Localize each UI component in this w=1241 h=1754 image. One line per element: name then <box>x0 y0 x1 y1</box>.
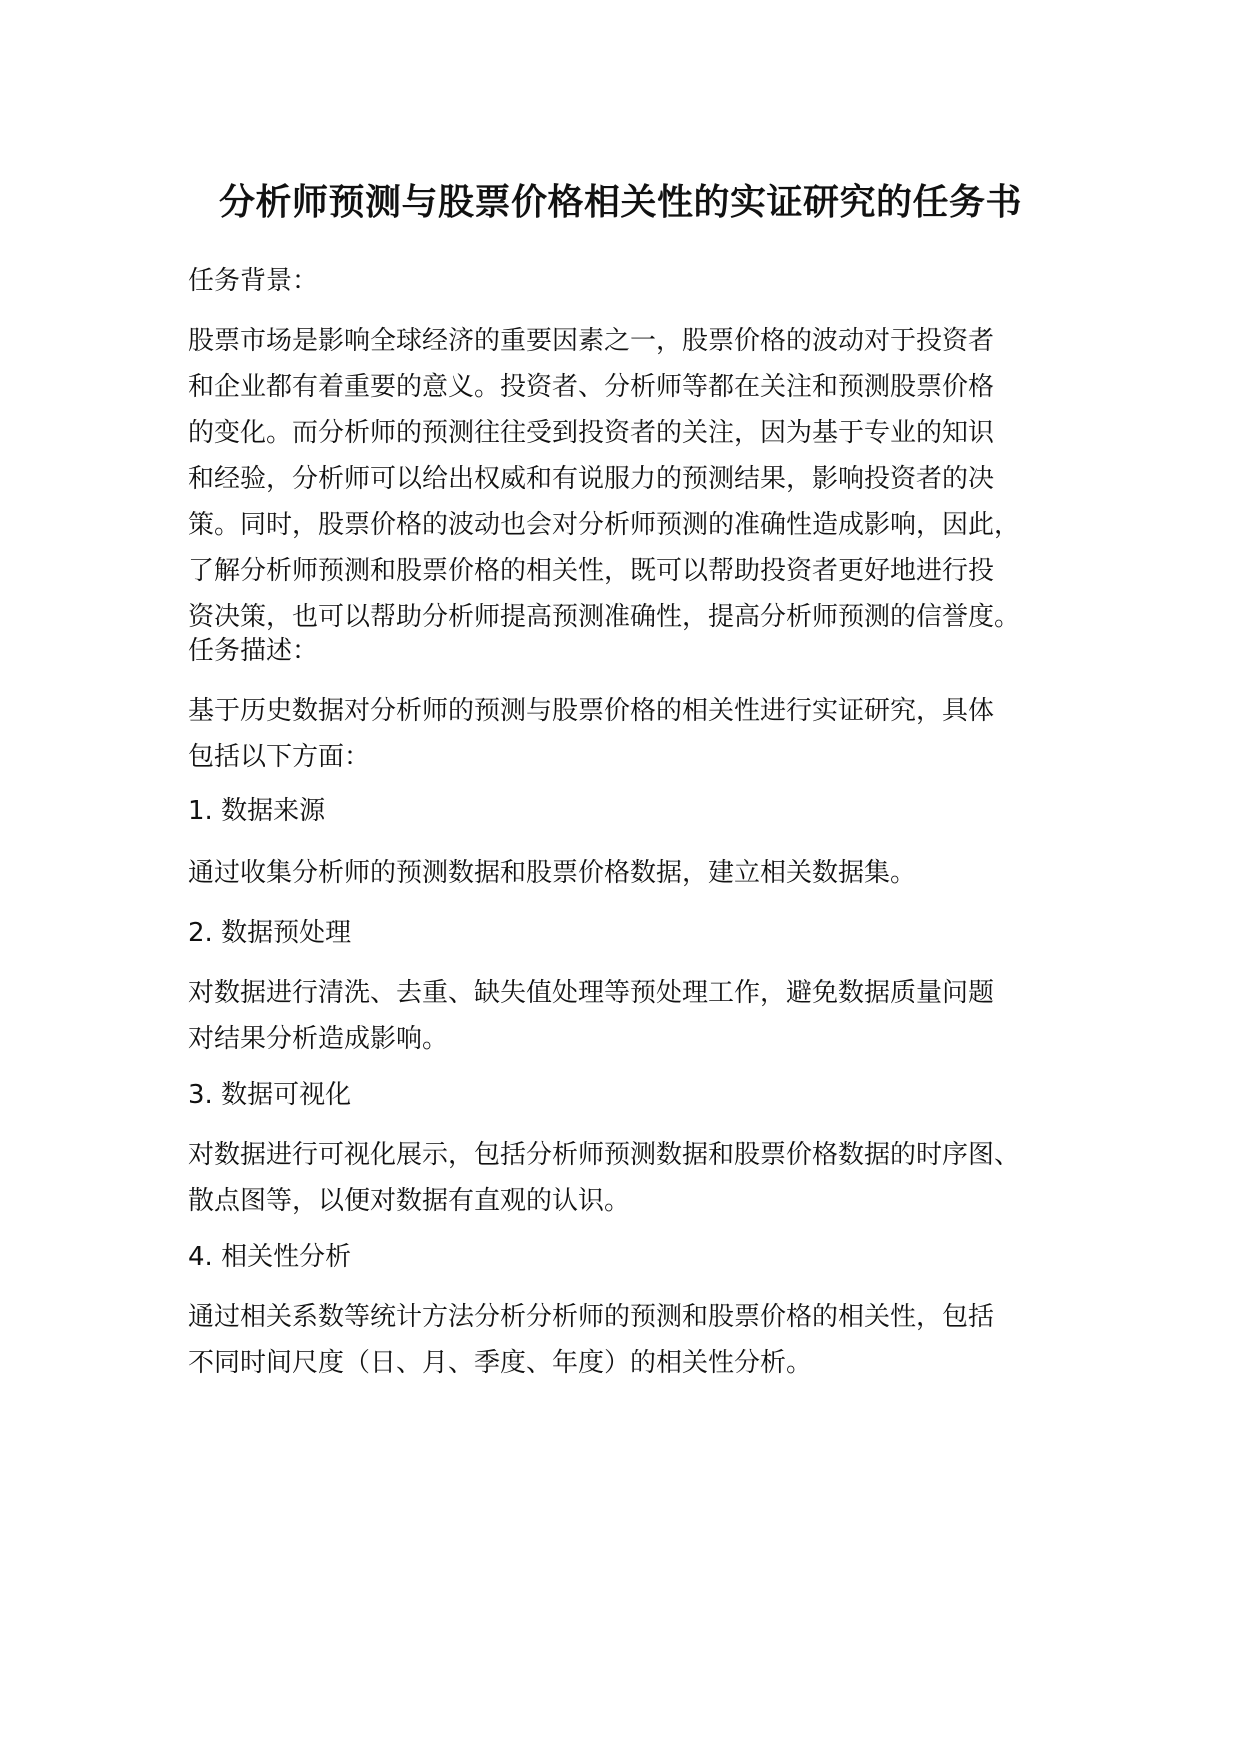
item-heading-correlation: 4. 相关性分析 <box>188 1242 352 1272</box>
item-body-correlation <box>188 1294 1088 1386</box>
item-heading-preprocessing: 2. 数据预处理 <box>188 918 352 948</box>
item-body-preprocessing <box>188 970 1088 1062</box>
paragraph-line: 了解分析师预测和股票价格的相关性，既可以帮助投资者更好地进行投 <box>188 556 995 586</box>
paragraph-line: 和企业都有着重要的意义。投资者、分析师等都在关注和预测股票价格 <box>188 372 995 402</box>
paragraph-line: 不同时间尺度（日、月、季度、年度）的相关性分析。 <box>188 1348 813 1378</box>
item-body-data-source <box>188 850 1088 896</box>
paragraph-line: 包括以下方面： <box>188 742 371 772</box>
background-paragraph <box>188 318 1088 640</box>
description-paragraph <box>188 688 1088 780</box>
section-heading-description: 任务描述： <box>188 636 319 666</box>
paragraph-line: 和经验，分析师可以给出权威和有说服力的预测结果，影响投资者的决 <box>188 464 995 494</box>
paragraph-line: 散点图等，以便对数据有直观的认识。 <box>188 1186 631 1216</box>
paragraph-line: 对结果分析造成影响。 <box>188 1024 449 1054</box>
item-heading-visualization: 3. 数据可视化 <box>188 1080 352 1110</box>
paragraph-line: 通过收集分析师的预测数据和股票价格数据，建立相关数据集。 <box>188 858 917 888</box>
paragraph-line: 通过相关系数等统计方法分析分析师的预测和股票价格的相关性，包括 <box>188 1302 995 1332</box>
item-heading-data-source: 1. 数据来源 <box>188 796 326 826</box>
paragraph-line: 资决策，也可以帮助分析师提高预测准确性，提高分析师预测的信誉度。 <box>188 602 1021 632</box>
section-heading-background: 任务背景： <box>188 266 319 296</box>
paragraph-line: 策。同时，股票价格的波动也会对分析师预测的准确性造成影响，因此， <box>188 510 1021 540</box>
paragraph-line: 股票市场是影响全球经济的重要因素之一，股票价格的波动对于投资者 <box>188 326 995 356</box>
paragraph-line: 基于历史数据对分析师的预测与股票价格的相关性进行实证研究，具体 <box>188 696 995 726</box>
item-body-visualization <box>188 1132 1088 1224</box>
paragraph-line: 对数据进行清洗、去重、缺失值处理等预处理工作，避免数据质量问题 <box>188 978 995 1008</box>
paragraph-line: 对数据进行可视化展示，包括分析师预测数据和股票价格数据的时序图、 <box>188 1140 1021 1170</box>
document-title: 分析师预测与股票价格相关性的实证研究的任务书 <box>218 182 1022 223</box>
paragraph-line: 的变化。而分析师的预测往往受到投资者的关注，因为基于专业的知识 <box>188 418 995 448</box>
